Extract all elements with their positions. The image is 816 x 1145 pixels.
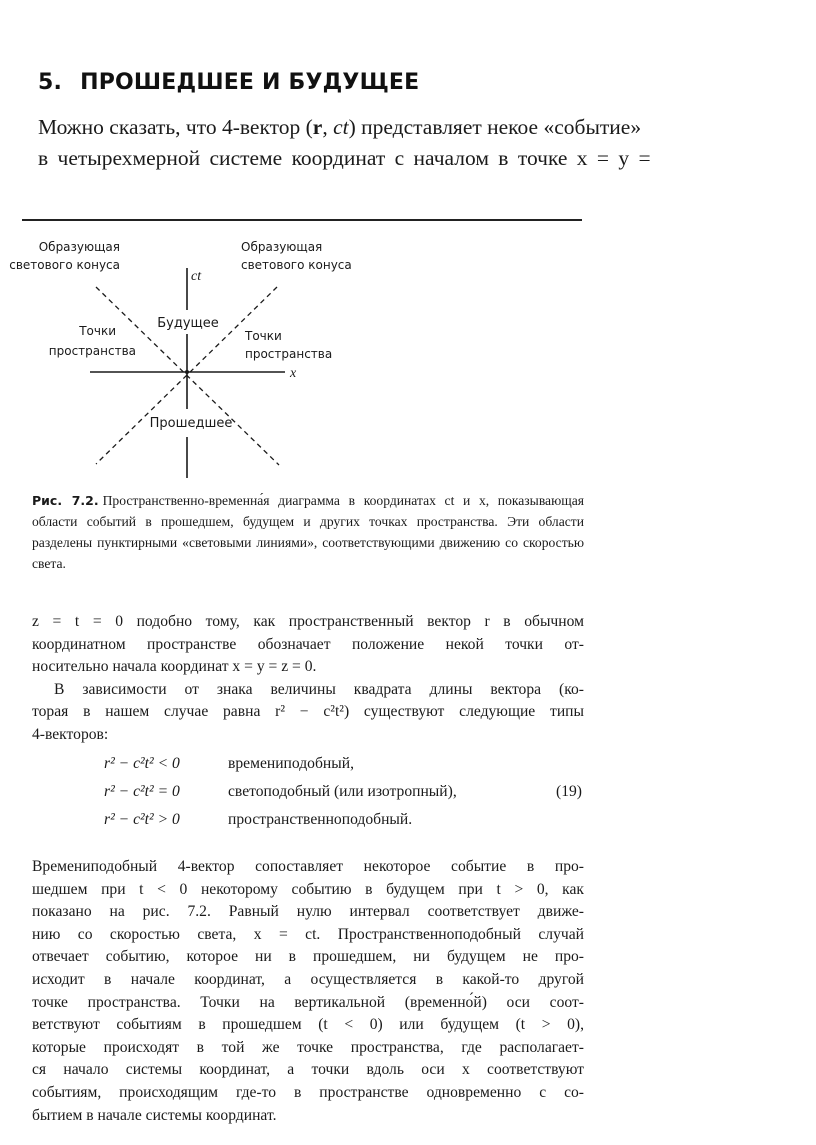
equation-description: светоподобный (или изотропный), [228,783,457,800]
equation-expression: r² − c²t² = 0 [104,783,180,800]
text-line: ветствуют событиям в прошедшем (t < 0) или будущем (t > 0), [32,1016,584,1034]
equation-row [32,755,584,783]
text-line: торая в нашем случае равна r² − c²t²) существуют следующие типы [32,703,584,721]
caption-text: Пространственно-временна́я диаграмма в координатах ct и x, показывающая области событий в прошедшем, будущем и других точках пространства. Эти области разделены пунктирными «световыми линиями», соответствующими движению со скоростью света. [32,493,584,571]
light-cone-left-label-2: светового конуса [9,258,120,272]
paragraph [32,856,584,1127]
figure-top-rule [22,219,582,221]
text-line: z = t = 0 подобно тому, как пространственный вектор r в обычном [32,613,584,630]
equation-number: (19) [556,783,582,800]
section-title: ПРОШЕДШЕЕ И БУДУЩЕЕ [80,70,420,95]
text-line: точке пространства. Точки на вертикальной (временно́й) оси соот- [32,993,584,1011]
section-number: 5. [38,70,63,95]
x-axis-label: x [290,366,297,381]
space-points-left-label-1: Точки [79,324,116,338]
equation-description: времениподобный, [228,755,354,772]
equation-expression: r² − c²t² < 0 [104,755,180,772]
equation-row [32,811,584,839]
text-line: исходит в начале координат, а осуществляется в какой-то другой [32,970,584,988]
section-heading [38,70,419,95]
equation-row [32,783,584,811]
text-line: Времениподобный 4-вектор сопоставляет некоторое событие в про- [32,858,584,875]
caption-label: Рис. 7.2. [32,493,99,508]
text-line: отвечает событию, которое ни в прошедшем, ни будущем не про- [32,948,584,966]
text-line: показано на рис. 7.2. Равный нулю интервал соответствует движе- [32,903,584,921]
text-line: шедшем при t < 0 некоторому событию в будущем при t > 0, как [32,880,584,898]
text-run: ) представляет некое «событие» [348,115,642,139]
text-line: событиям, происходящим где-то в пространстве одновременно с со- [32,1083,584,1101]
text-line: носительно начала координат x = y = z = 0. [32,658,317,676]
text-line: координатном пространстве обозначает положение некой точки от- [32,635,584,653]
future-label: Будущее [157,316,219,331]
text-line: ся начало системы координат, а точки вдоль оси x соответствуют [32,1061,584,1079]
text-run: , [322,115,334,139]
equation-description: пространственноподобный. [228,811,413,828]
text-line: бытием в начале системы координат. [32,1106,277,1124]
spacetime-diagram [0,225,600,485]
intro-line: в четырехмерной системе координат с началом в точке x = y = [38,146,651,170]
origin-dot [185,370,189,374]
space-points-right-label-2: пространства [245,347,333,361]
paragraph-continuation [32,611,584,747]
text-line: нию со скоростью света, x = ct. Пространственноподобный случай [32,925,584,943]
text-line: 4-векторов: [32,725,109,743]
text-line: В зависимости от знака величины квадрата длины вектора (ко- [54,680,584,698]
space-points-right-label-1: Точки [245,329,282,343]
past-label: Прошедшее [149,416,233,431]
light-cone-right-label-2: светового конуса [241,258,352,272]
figure-caption [32,490,584,574]
equation-expression: r² − c²t² > 0 [104,811,180,828]
ct-axis-label: ct [191,269,202,284]
math-ct: ct [333,115,349,139]
intro-line [38,115,641,140]
text-line: которые происходят в той же точке пространства, где располагает- [32,1038,584,1056]
text-run: Можно сказать, что 4-вектор ( [38,115,313,139]
vector-r: r [312,115,323,139]
light-cone-right-label-1: Образующая [241,240,323,254]
space-points-left-label-2: пространства [48,344,136,358]
light-cone-left-label-1: Образующая [38,240,120,254]
equation-block [32,755,584,839]
